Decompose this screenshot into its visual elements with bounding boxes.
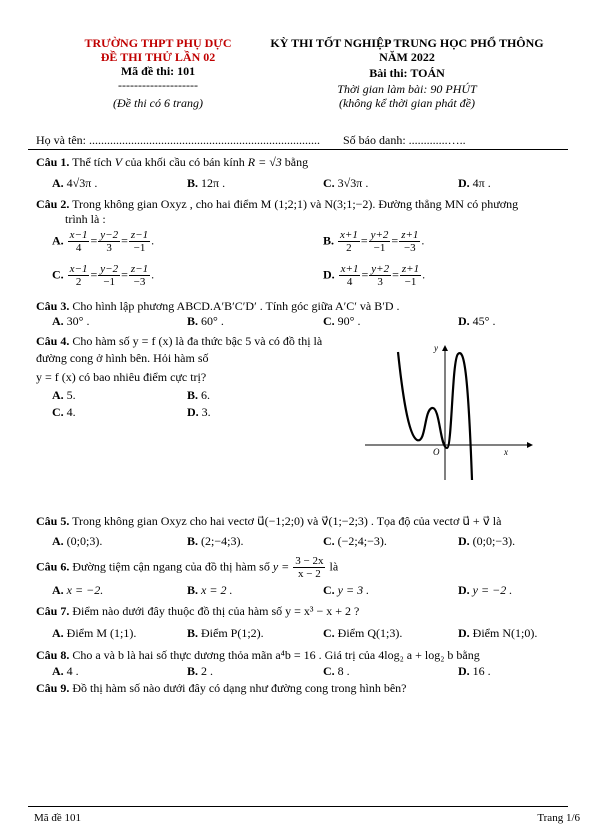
- q4-option-d[interactable]: D. 3.: [187, 405, 211, 419]
- function-graph: [360, 340, 540, 490]
- q8-option-b[interactable]: B. 2 .: [187, 664, 214, 678]
- q6-option-a[interactable]: A. x = −2.: [52, 583, 104, 597]
- pages-note: (Đề thi có 6 trang): [113, 96, 203, 110]
- q2-option-d[interactable]: D. $\frac{x+1}{4}$ = $\frac{y+2}{3}$ = $\frac{z+1}{-1}$ .: [323, 263, 426, 288]
- question-5: Câu 5. Trong không gian Oxyz cho hai vectơ u⃗(−1;2;0) và v⃗(1;−2;3) . Tọa độ của vectơ u⃗ + v⃗ là: [36, 514, 502, 528]
- q7-option-c[interactable]: C. Điểm Q(1;3).: [323, 626, 403, 640]
- q3-option-b[interactable]: B. 60° .: [187, 314, 224, 328]
- q4-option-c[interactable]: C. 4.: [52, 405, 76, 419]
- q1-option-d[interactable]: D. 4π .: [458, 176, 491, 190]
- q7-option-a[interactable]: A. Điểm M (1;1).: [52, 626, 137, 640]
- question-7: Câu 7. Điểm nào dưới đây thuộc đồ thị của hàm số y = x³ − x + 2 ?: [36, 604, 360, 618]
- header-divider: [28, 149, 568, 150]
- question-6: Câu 6. Đường tiệm cận ngang của đồ thị hàm số y = $\frac{3 - 2x}{x - 2}$ là: [36, 555, 339, 580]
- y-axis-label: y: [434, 343, 438, 353]
- exam-year: NĂM 2022: [379, 50, 435, 64]
- question-2-continued: trình là :: [65, 212, 106, 226]
- q6-option-c[interactable]: C. y = 3 .: [323, 583, 370, 597]
- exam-duration-note: (không kể thời gian phát đề): [338, 96, 476, 110]
- function-curve: [398, 352, 472, 480]
- question-8: Câu 8. Cho a và b là hai số thực dương thỏa mãn a⁴b = 16 . Giá trị của 4log₂ a + log₂ b bằng: [36, 648, 480, 662]
- question-4: Câu 4. Cho hàm số y = f (x) là đa thức bậc 5 và có đồ thị là: [36, 334, 323, 348]
- exam-code: Mã đề thi: 101: [120, 64, 196, 78]
- q6-option-b[interactable]: B. x = 2 .: [187, 583, 233, 597]
- q5-option-b[interactable]: B. (2;−4;3).: [187, 534, 244, 548]
- q1-option-a[interactable]: A. 4√3π .: [52, 176, 98, 190]
- q2-option-b[interactable]: B. $\frac{x+1}{2}$ = $\frac{y+2}{-1}$ = $\frac{z+1}{-3}$ .: [323, 229, 425, 254]
- student-name-field: Họ và tên: .............................................................................: [36, 133, 320, 147]
- q7-option-d[interactable]: D. Điểm N(1;0).: [458, 626, 538, 640]
- q3-option-d[interactable]: D. 45° .: [458, 314, 496, 328]
- question-3: Câu 3. Cho hình lập phương ABCD.A′B′C′D′ . Tính góc giữa A′C′ và B′D .: [36, 299, 400, 313]
- header-dashes: --------------------: [118, 78, 198, 92]
- footer-page-number: Trang 1/6: [537, 812, 580, 824]
- question-9: Câu 9. Đồ thị hàm số nào dưới đây có dạng như đường cong trong hình bên?: [36, 681, 407, 695]
- footer-divider: [28, 806, 568, 807]
- question-4-line-2: đường cong ở hình bên. Hỏi hàm số: [36, 351, 209, 365]
- q4-option-a[interactable]: A. 5.: [52, 388, 76, 402]
- q5-option-c[interactable]: C. (−2;4;−3).: [323, 534, 387, 548]
- school-name: TRƯỜNG THPT PHỤ DỰC: [84, 36, 232, 50]
- q6-option-d[interactable]: D. y = −2 .: [458, 583, 513, 597]
- q7-option-b[interactable]: B. Điểm P(1;2).: [187, 626, 264, 640]
- origin-label: O: [433, 447, 440, 457]
- q2-option-a[interactable]: A. $\frac{x-1}{4}$ = $\frac{y-2}{3}$ = $\frac{z-1}{-1}$ .: [52, 229, 155, 254]
- question-1: Câu 1. Thể tích V của khối cầu có bán kính R = √3 bằng: [36, 155, 309, 169]
- exam-subject: Bài thi: TOÁN: [369, 66, 445, 80]
- exam-duration: Thời gian làm bài: 90 PHÚT: [337, 82, 477, 96]
- q5-option-d[interactable]: D. (0;0;−3).: [458, 534, 516, 548]
- q8-option-d[interactable]: D. 16 .: [458, 664, 491, 678]
- question-2: Câu 2. Trong không gian Oxyz , cho hai điểm M (1;2;1) và N(3;1;−2). Đường thẳng MN có phương: [36, 197, 519, 211]
- q3-option-c[interactable]: C. 90° .: [323, 314, 361, 328]
- exam-title: KỲ THI TỐT NGHIỆP TRUNG HỌC PHỔ THÔNG: [270, 36, 544, 50]
- q8-option-a[interactable]: A. 4 .: [52, 664, 79, 678]
- q1-option-c[interactable]: C. 3√3π .: [323, 176, 369, 190]
- q8-option-c[interactable]: C. 8 .: [323, 664, 350, 678]
- q4-option-b[interactable]: B. 6.: [187, 388, 211, 402]
- exam-trial: ĐỀ THI THỬ LẦN 02: [100, 50, 216, 64]
- q5-option-a[interactable]: A. (0;0;3).: [52, 534, 103, 548]
- q1-option-b[interactable]: B. 12π .: [187, 176, 226, 190]
- q2-option-c[interactable]: C. $\frac{x-1}{2}$ = $\frac{y-2}{-1}$ = $\frac{z-1}{-3}$ .: [52, 263, 155, 288]
- footer-exam-code: Mã đề 101: [34, 812, 82, 824]
- question-4-line-3: y = f (x) có bao nhiêu điểm cực trị?: [36, 370, 207, 384]
- student-id-field: Số báo danh: .............…..: [343, 133, 466, 147]
- x-axis-label: x: [504, 447, 508, 457]
- q3-option-a[interactable]: A. 30° .: [52, 314, 90, 328]
